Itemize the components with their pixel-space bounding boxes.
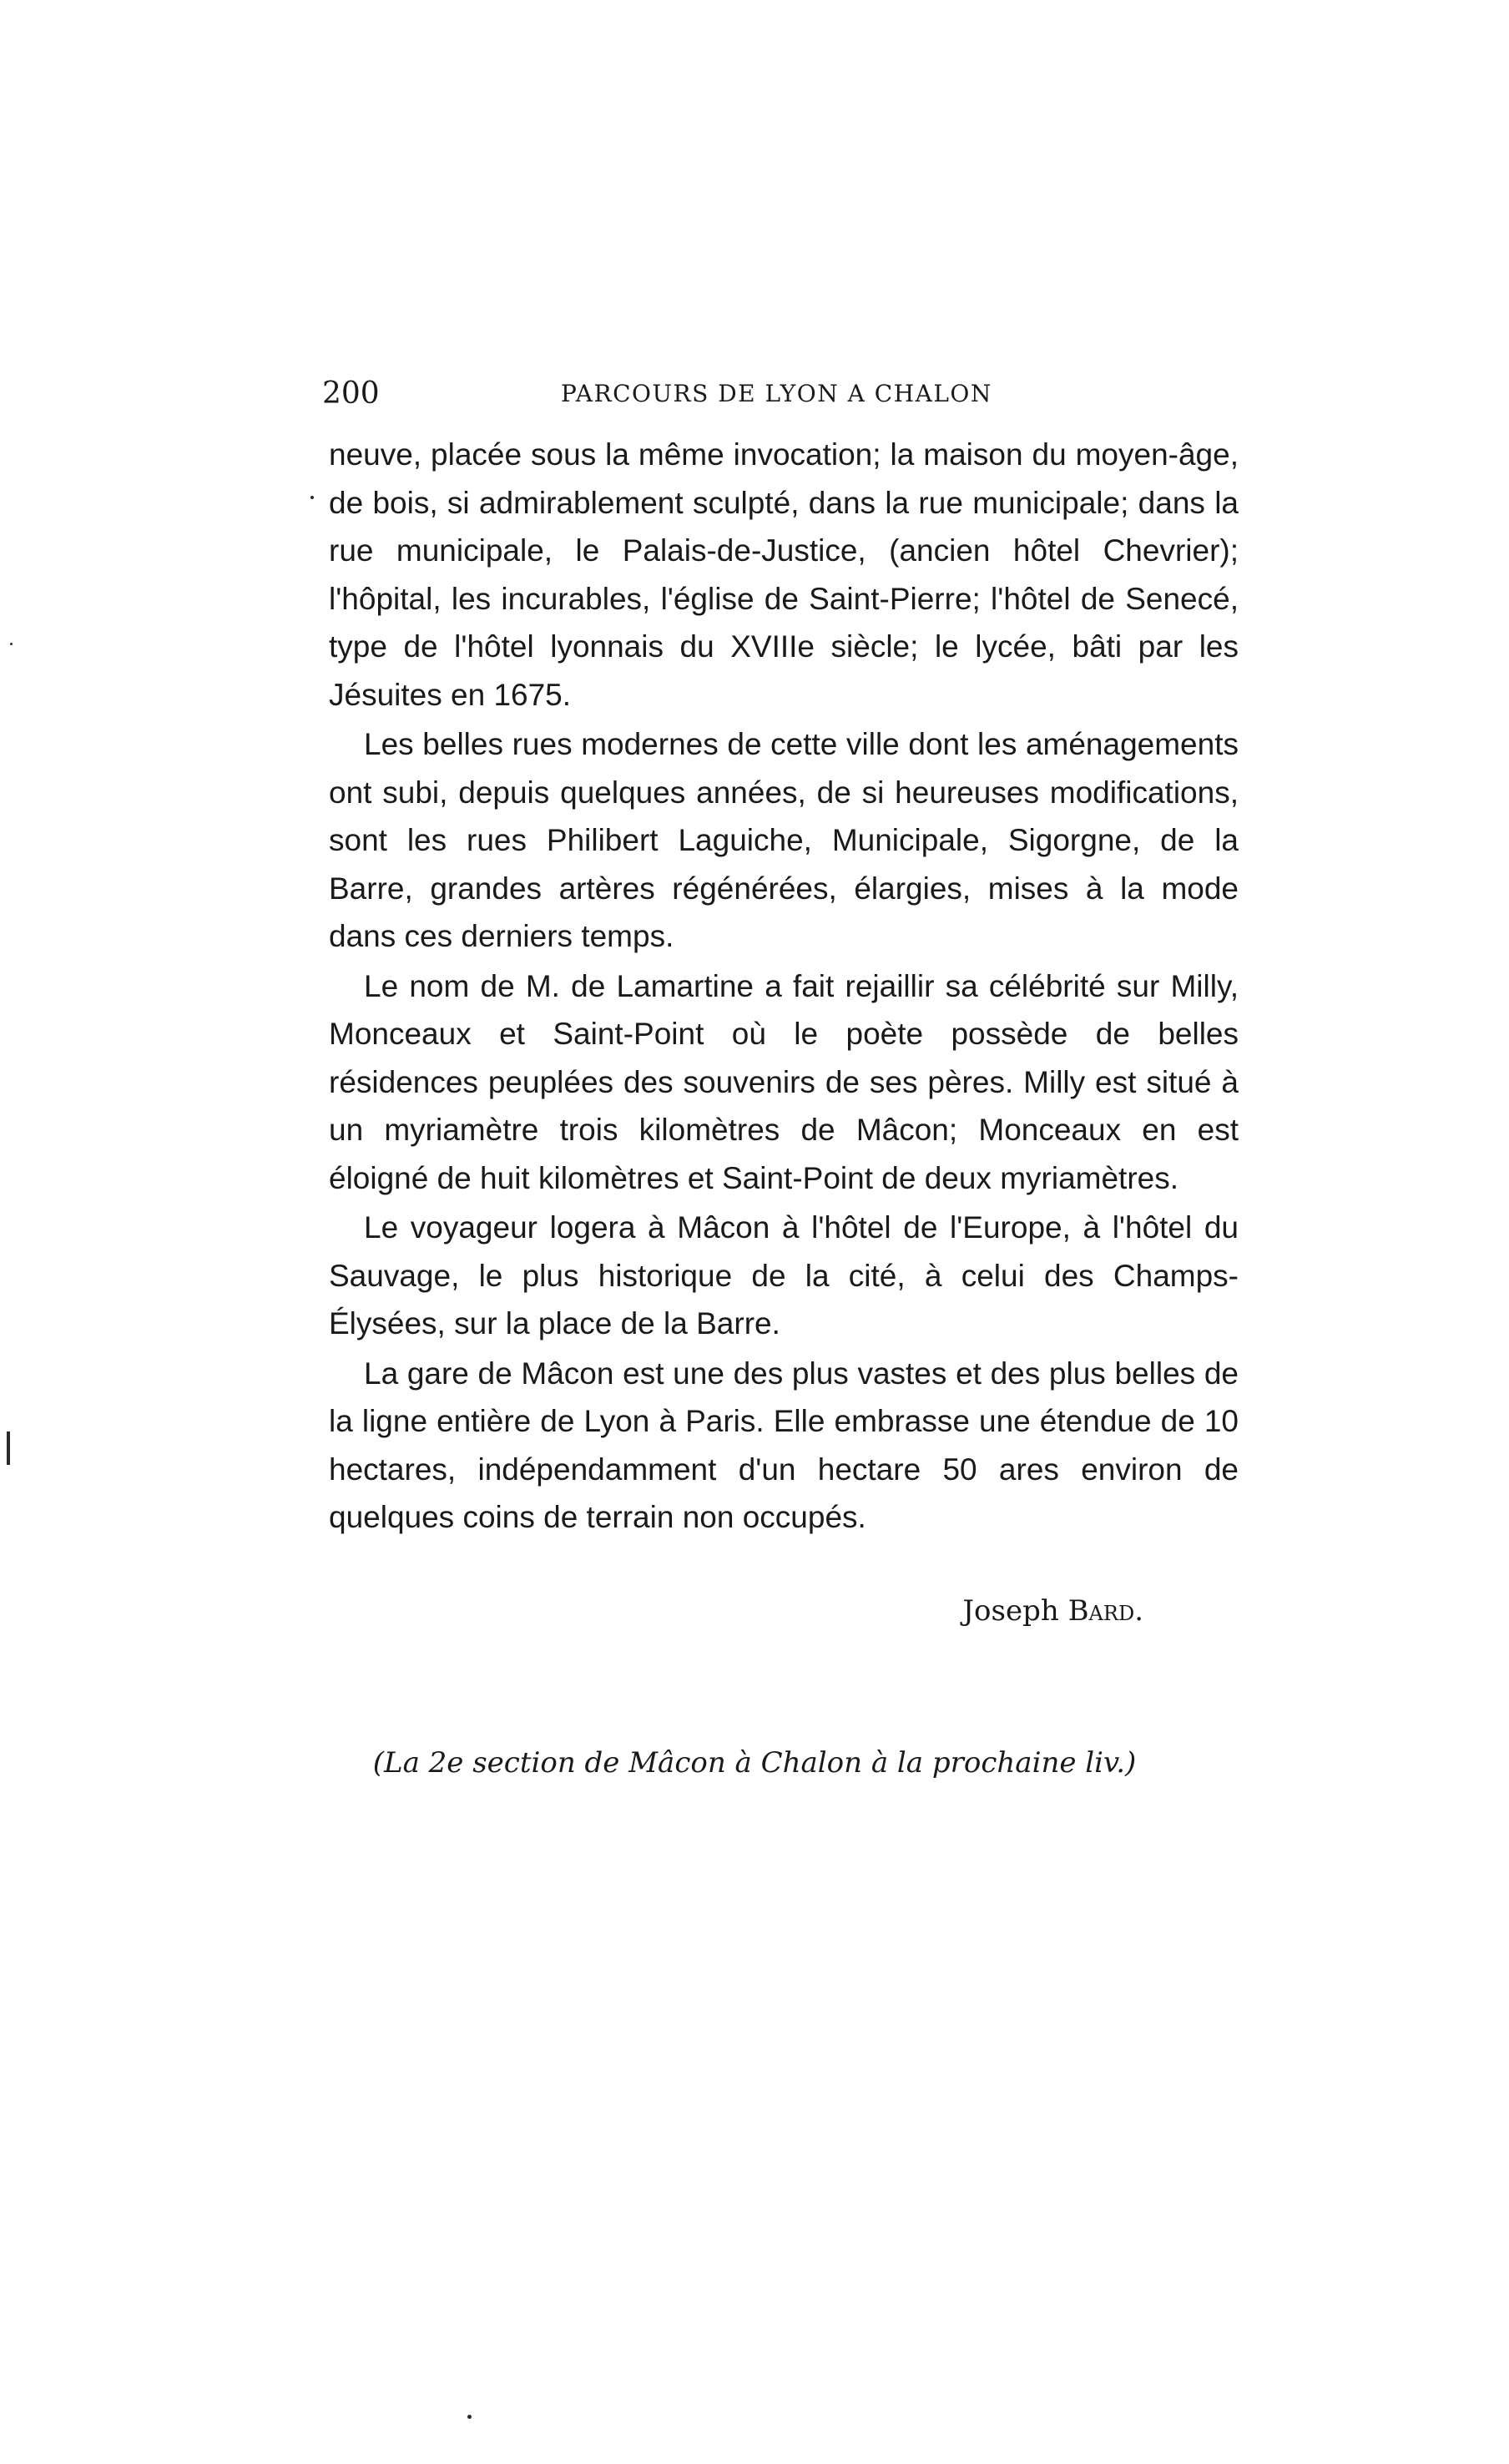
paragraph-3: Le nom de M. de Lamartine a fait rejaillir sa célébrité sur Milly, Monceaux et Saint-Point où le poète possède de belles résidences peuplées des souvenirs de ses pères. Milly est situé à un myriamètre trois kilomètres de Mâcon; Monceaux en est éloigné de huit kilomètres et Saint-Point de deux myriamètres. [329,968,1239,1195]
continuation-note: (La 2e section de Mâcon à Chalon à la prochaine liv.) [372,1746,1137,1780]
author-first-name: Joseph [962,1594,1059,1628]
scan-speck [10,643,13,645]
scan-speck [467,2415,472,2419]
paragraph-2: Les belles rues modernes de cette ville dont les aménagements ont subi, depuis quelques années, de si heureuses modifications, sont les rues Philibert Laguiche, Municipale, Sigorgne, de la Barre, grandes artères régénérées, élargies, mises à la mode dans ces derniers temps. [329,727,1239,953]
running-head: PARCOURS DE LYON A CHALON [561,380,992,407]
paragraph-1: neuve, placée sous la même invocation; la maison du moyen-âge, de bois, si admirablement sculpté, dans la rue municipale; dans la rue municipale, le Palais-de-Justice, (ancien hôtel Chevrier); l'hôpital, les incurables, l'église de Saint-Pierre; l'hôtel de Senecé, type de l'hôtel lyonnais du XVIIIe siècle; le lycée, bâti par les Jésuites en 1675. [329,437,1239,712]
author-signature [962,1586,1143,1636]
page-header [322,369,1157,419]
scan-margin-mark [7,1431,10,1465]
paragraph-4: Le voyageur logera à Mâcon à l'hôtel de l'Europe, à l'hôtel du Sauvage, le plus historique de la cité, à celui des Champs-Élysées, sur la place de la Barre. [329,1210,1239,1341]
scan-speck [310,496,314,499]
body-text [329,431,1239,1542]
paragraph-5: La gare de Mâcon est une des plus vastes et des plus belles de la ligne entière de Lyon à Paris. Elle embrasse une étendue de 10 hectares, indépendamment d'un hectare 50 ares environ de quelques coins de terrain non occupés. [329,1356,1239,1534]
page-number: 200 [322,376,380,411]
author-last-name: Bard. [1067,1594,1143,1628]
